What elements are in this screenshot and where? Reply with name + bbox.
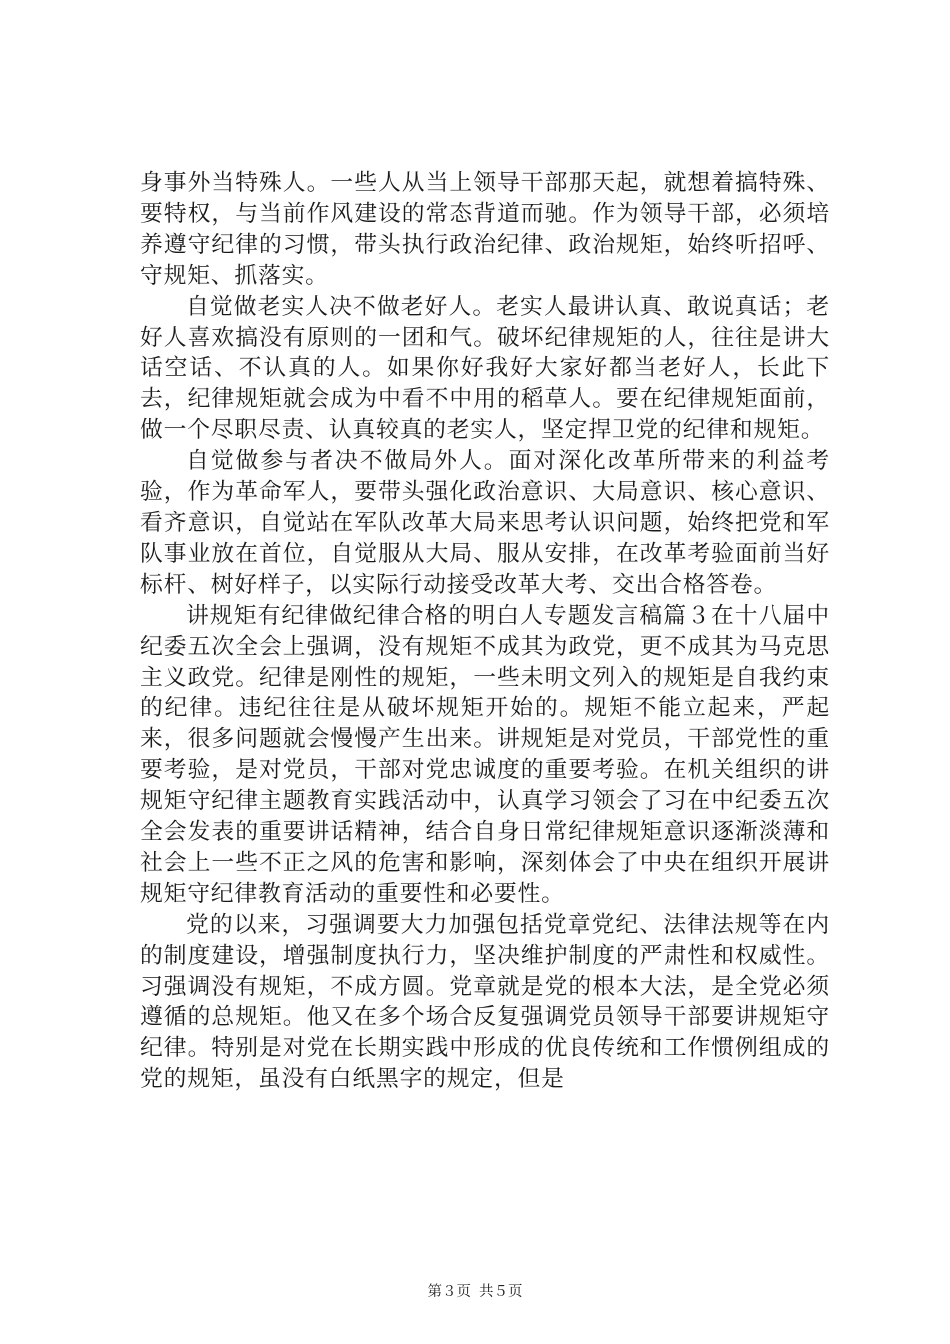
page-footer <box>0 1280 950 1301</box>
paragraph-3: 自觉做参与者决不做局外人。面对深化改革所带来的利益考验，作为革命军人，要带头强化政治意识、大局意识、核心意识、看齐意识，自觉站在军队改革大局来思考认识问题，始终把党和军队事业放在首位，自觉服从大局、服从安排，在改革考验面前当好标杆、树好样子，以实际行动接受改革大考、交出合格答卷。 <box>140 448 830 598</box>
document-body <box>140 168 830 1095</box>
paragraph-2: 自觉做老实人决不做老好人。老实人最讲认真、敢说真话；老好人喜欢搞没有原则的一团和气。破坏纪律规矩的人，往往是讲大话空话、不认真的人。如果你好我好大家好都当老好人，长此下去，纪律规矩就会成为中看不中用的稻草人。要在纪律规矩面前，做一个尽职尽责、认真较真的老实人，坚定捍卫党的纪律和规矩。 <box>140 293 830 444</box>
paragraph-5: 党的以来，习强调要大力加强包括党章党纪、法律法规等在内的制度建设，增强制度执行力，坚决维护制度的严肃性和权威性。习强调没有规矩，不成方圆。党章就是党的根本大法，是全党必须遵循的总规矩。他又在多个场合反复强调党员领导干部要讲规矩守纪律。特别是对党在长期实践中形成的优良传统和工作惯例组成的党的规矩，虽没有白纸黑字的规定，但是 <box>140 911 830 1093</box>
paragraph-4: 讲规矩有纪律做纪律合格的明白人专题发言稿篇３在十八届中纪委五次全会上强调，没有规矩不成其为政党，更不成其为马克思主义政党。纪律是刚性的规矩，一些未明文列入的规矩是自我约束的纪律。违纪往往是从破坏规矩开始的。规矩不能立起来，严起来，很多问题就会慢慢产生出来。讲规矩是对党员，干部党性的重要考验，是对党员，干部对党忠诚度的重要考验。在机关组织的讲规矩守纪律主题教育实践活动中，认真学习领会了习在中纪委五次全会发表的重要讲话精神，结合自身日常纪律规矩意识逐渐淡薄和社会上一些不正之风的危害和影响，深刻体会了中央在组织开展讲规矩守纪律教育活动的重要性和必要性。 <box>140 602 830 907</box>
page-total: 共５页 <box>479 1284 523 1300</box>
page-number: 第３页 <box>427 1284 471 1300</box>
paragraph-1: 身事外当特殊人。一些人从当上领导干部那天起，就想着搞特殊、要特权，与当前作风建设的常态背道而驰。作为领导干部，必须培养遵守纪律的习惯，带头执行政治纪律、政治规矩，始终听招呼、守规矩、抓落实。 <box>140 170 830 289</box>
